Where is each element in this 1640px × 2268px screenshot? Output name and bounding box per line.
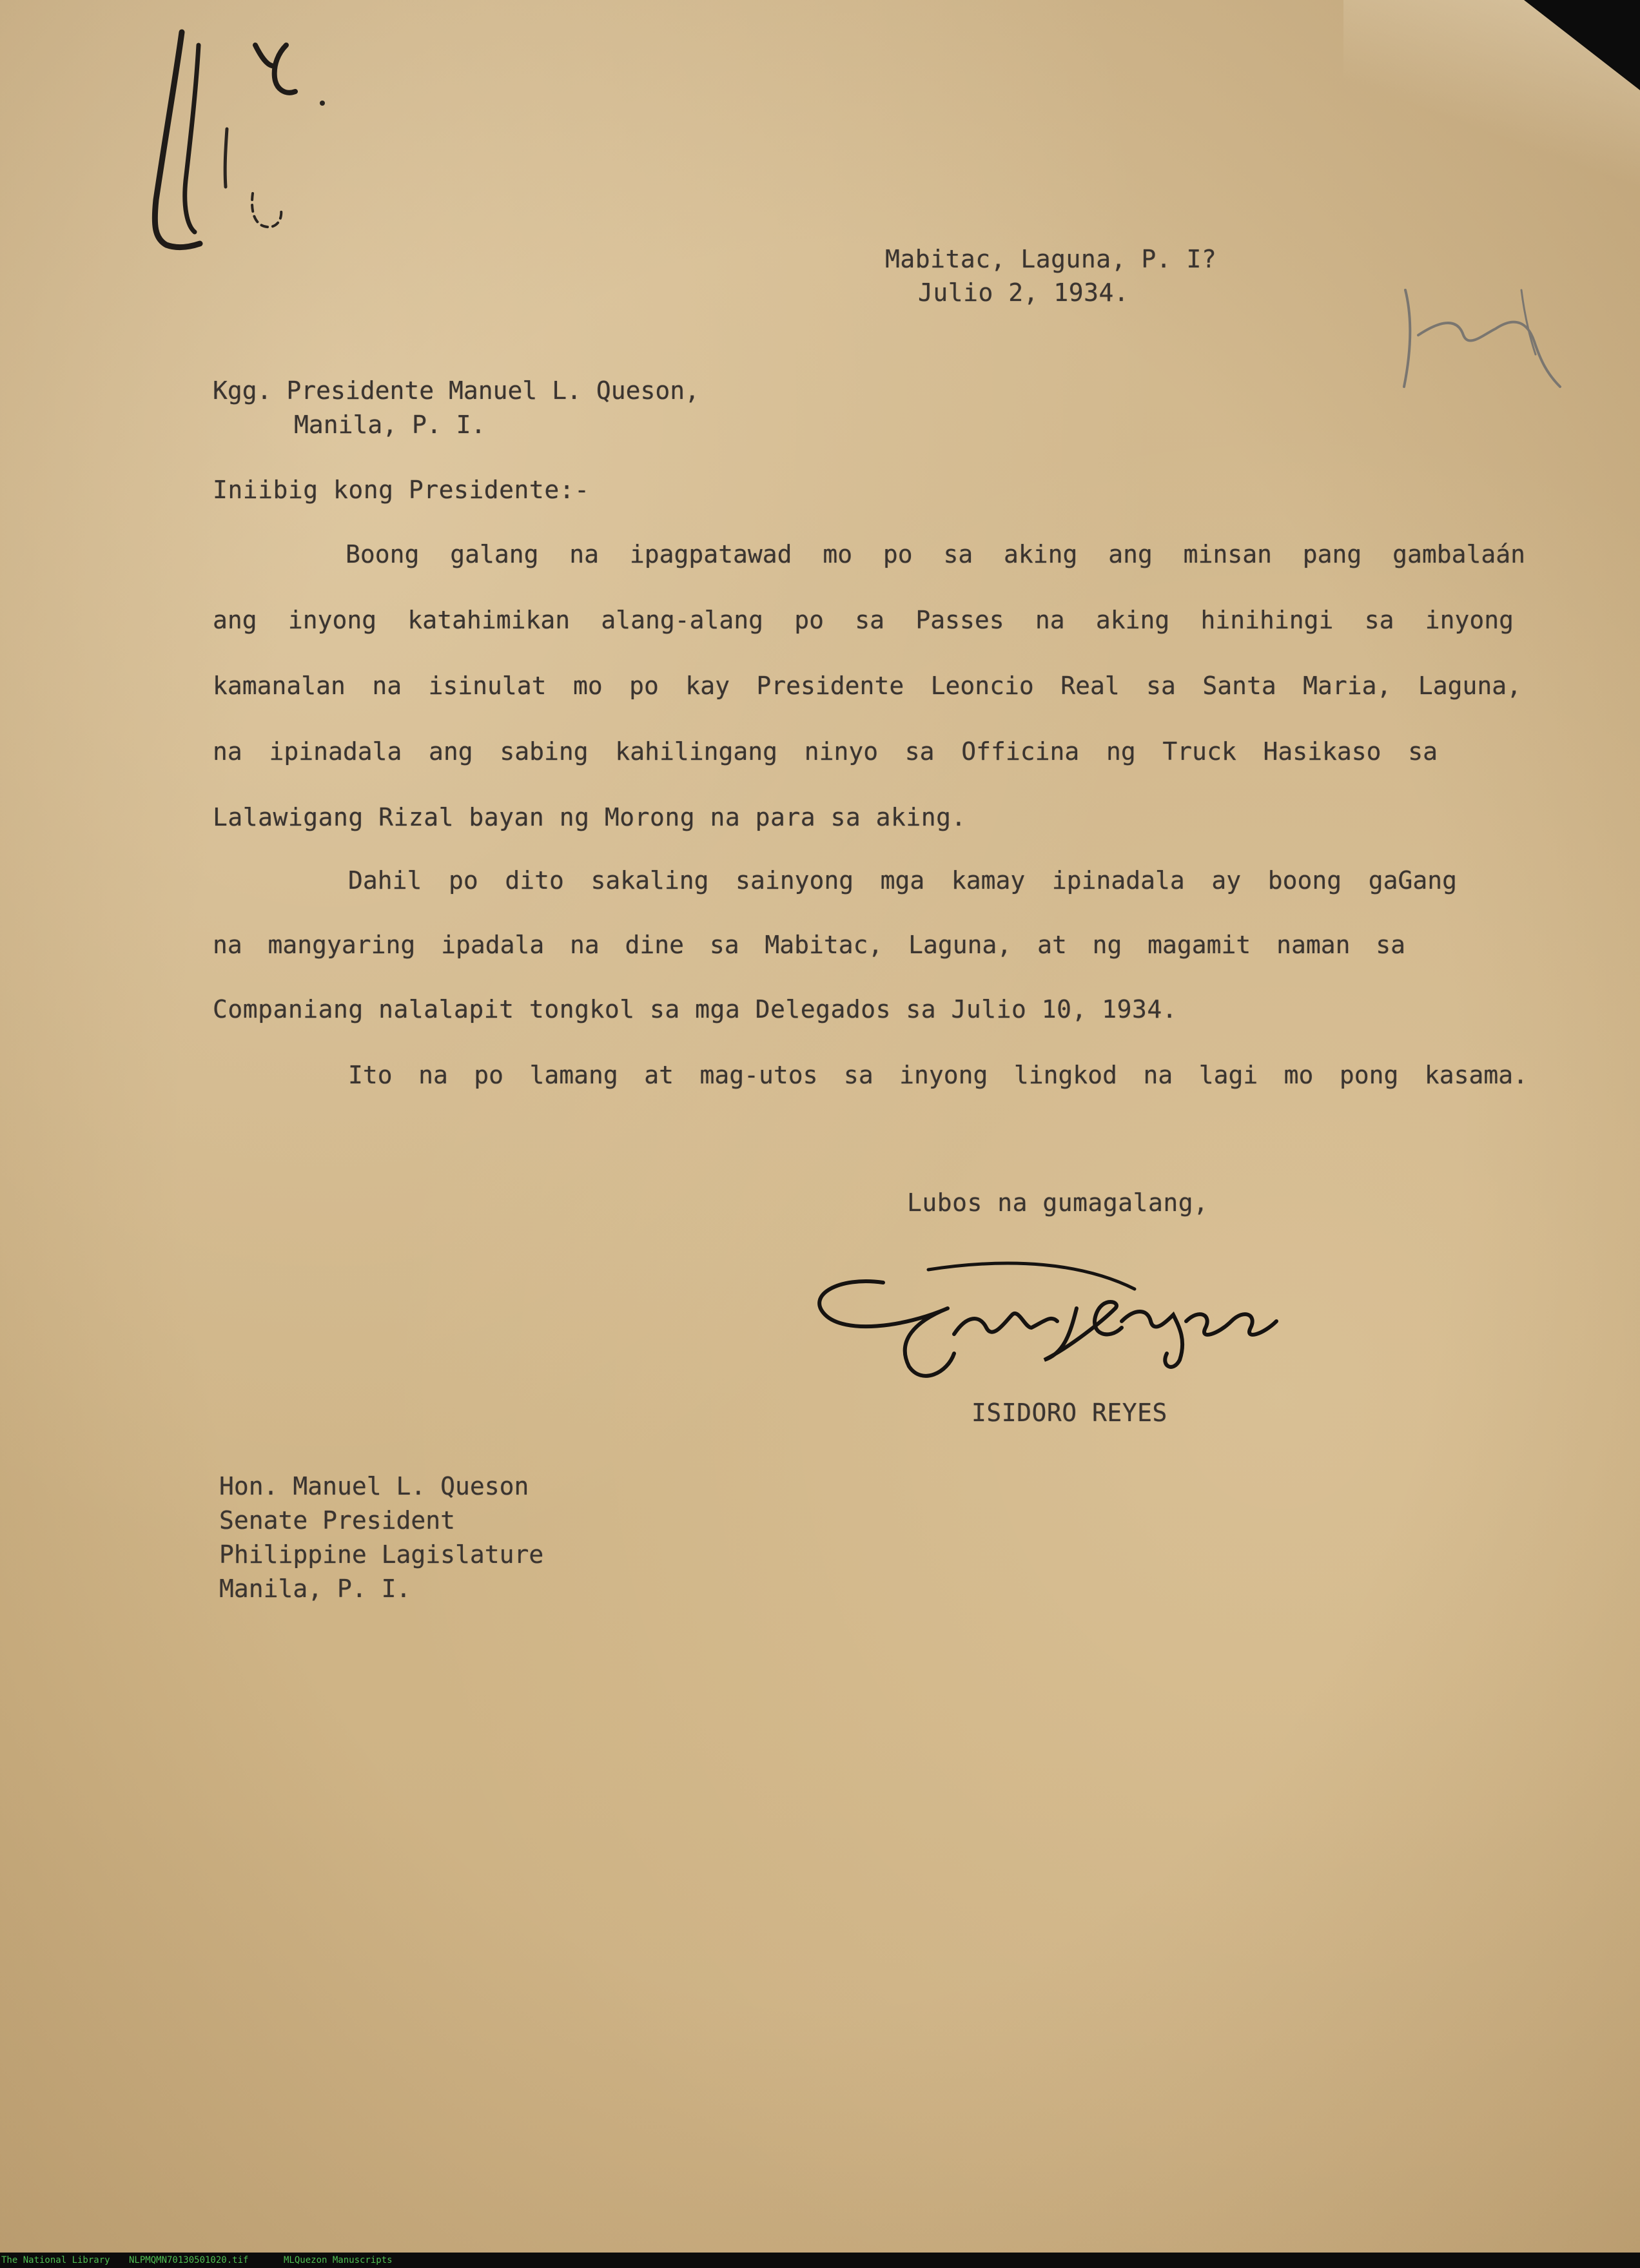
addressee-line: Manila, P. I. [294,411,486,439]
body-line: Ito na po lamang at mag-utos sa inyong lingkod na lagi mo pong kasama. [348,1061,1528,1089]
archive-footer-bar [0,2253,1640,2268]
footer-file: NLPMQMN70130501020.tif [129,2255,249,2265]
footer-collection: MLQuezon Manuscripts [284,2255,393,2265]
closing: Lubos na gumagalang, [907,1188,1209,1217]
body-line: Lalawigang Rizal bayan ng Morong na para sa aking. [213,803,966,831]
recipient-line: Hon. Manuel L. Queson [219,1472,529,1500]
salutation: Iniibig kong Presidente:- [213,476,590,504]
letter-date: Julio 2, 1934. [918,278,1129,307]
recipient-line: Manila, P. I. [219,1575,411,1603]
pencil-initial-mark [1392,277,1586,406]
body-line: kamanalan na isinulat mo po kay Presidente Leoncio Real sa Santa Maria, Laguna, [213,672,1521,700]
footer-library: The National Library [1,2255,110,2265]
torn-corner [1524,0,1640,90]
ink-scribble-mark [129,19,348,264]
letter-place: Mabitac, Laguna, P. I? [885,245,1217,273]
body-line: Boong galang na ipagpatawad mo po sa aking ang minsan pang gambalaán [346,540,1525,568]
body-line: Dahil po dito sakaling sainyong mga kamay ipinadala ay boong gaGang [348,866,1457,895]
addressee-line: Kgg. Presidente Manuel L. Queson, [213,376,699,405]
recipient-line: Philippine Lagislature [219,1540,544,1569]
addressee-block [213,374,699,442]
recipient-line: Senate President [219,1506,456,1535]
body-line: ang inyong katahimikan alang-alang po sa Passes na aking hinihingi sa inyong [213,606,1514,634]
body-line: na mangyaring ipadala na dine sa Mabitac, Laguna, at ng magamit naman sa [213,931,1405,959]
body-line: na ipinadala ang sabing kahilingang ninyo sa Officina ng Truck Hasikaso sa [213,737,1438,766]
signatory-name: ISIDORO REYES [971,1399,1167,1427]
body-line: Companiang nalalapit tongkol sa mga Delegados sa Julio 10, 1934. [213,995,1178,1023]
recipient-block [219,1469,543,1606]
handwritten-signature [799,1244,1302,1392]
